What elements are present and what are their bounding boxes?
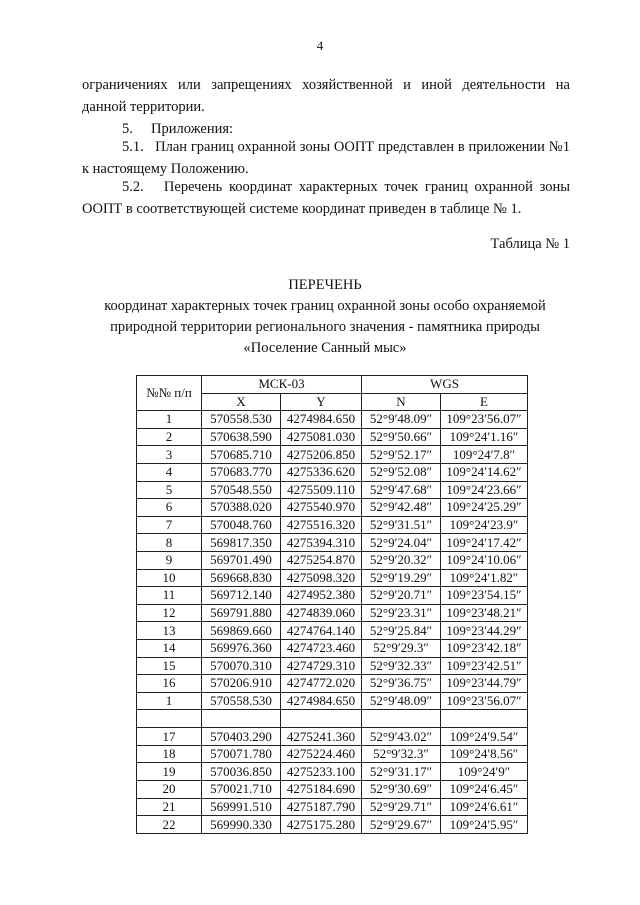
cell-n: 52°9′29.71″: [362, 798, 441, 816]
cell-n: 52°9′20.32″: [362, 551, 441, 569]
cell-y: 4275187.790: [281, 798, 362, 816]
cell-n: 52°9′31.51″: [362, 516, 441, 534]
table-row: [137, 534, 528, 552]
cell-y: 4274723.460: [281, 639, 362, 657]
header-n: N: [362, 393, 441, 411]
cell-n: 52°9′48.09″: [362, 692, 441, 710]
table-row: [137, 728, 528, 746]
cell-n: 52°9′52.17″: [362, 446, 441, 464]
cell-e: 109°24′6.45″: [441, 781, 528, 799]
cell-point-number: 5: [137, 481, 202, 499]
header-e: E: [441, 393, 528, 411]
cell-y: 4274984.650: [281, 692, 362, 710]
cell-x: 570548.550: [202, 481, 281, 499]
header-row-number: №№ п/п: [137, 376, 202, 411]
paragraph-section-5: 5. Приложения:: [122, 121, 234, 137]
cell-n: 52°9′50.66″: [362, 428, 441, 446]
cell-e: 109°24′23.9″: [441, 516, 528, 534]
cell-x: 569791.880: [202, 604, 281, 622]
table-row: [137, 710, 528, 728]
cell-y: 4275509.110: [281, 481, 362, 499]
cell-e: 109°24′8.56″: [441, 745, 528, 763]
cell-y: 4275394.310: [281, 534, 362, 552]
cell-e: 109°24′14.62″: [441, 463, 528, 481]
cell-x: [202, 710, 281, 728]
cell-y: 4275241.360: [281, 728, 362, 746]
cell-n: 52°9′42.48″: [362, 499, 441, 517]
cell-n: 52°9′20.71″: [362, 587, 441, 605]
cell-e: 109°24′1.16″: [441, 428, 528, 446]
cell-e: 109°24′6.61″: [441, 798, 528, 816]
cell-x: 570021.710: [202, 781, 281, 799]
coordinates-table: [136, 375, 528, 834]
cell-e: 109°24′25.29″: [441, 499, 528, 517]
cell-x: 569817.350: [202, 534, 281, 552]
cell-n: 52°9′32.3″: [362, 745, 441, 763]
cell-y: 4275081.030: [281, 428, 362, 446]
cell-y: 4274952.380: [281, 587, 362, 605]
table-row: [137, 763, 528, 781]
header-x: X: [202, 393, 281, 411]
table-row: [137, 551, 528, 569]
table-row: [137, 428, 528, 446]
cell-e: 109°24′5.95″: [441, 816, 528, 834]
cell-n: 52°9′29.67″: [362, 816, 441, 834]
cell-point-number: 2: [137, 428, 202, 446]
cell-n: 52°9′47.68″: [362, 481, 441, 499]
cell-n: 52°9′48.09″: [362, 411, 441, 429]
cell-y: 4275336.620: [281, 463, 362, 481]
cell-y: 4275224.460: [281, 745, 362, 763]
table-row: [137, 446, 528, 464]
table-row: [137, 516, 528, 534]
table-row: [137, 481, 528, 499]
cell-n: 52°9′32.33″: [362, 657, 441, 675]
cell-x: 570685.710: [202, 446, 281, 464]
cell-point-number: 11: [137, 587, 202, 605]
title-line-2: координат характерных точек границ охранной зоны особо охраняемой: [104, 298, 546, 314]
cell-e: 109°24′7.8″: [441, 446, 528, 464]
table-row: [137, 587, 528, 605]
cell-x: 570403.290: [202, 728, 281, 746]
cell-x: 570070.310: [202, 657, 281, 675]
cell-point-number: 1: [137, 411, 202, 429]
cell-e: 109°23′44.29″: [441, 622, 528, 640]
cell-point-number: 12: [137, 604, 202, 622]
cell-point-number: 20: [137, 781, 202, 799]
cell-point-number: 15: [137, 657, 202, 675]
cell-n: 52°9′36.75″: [362, 675, 441, 693]
cell-x: 569712.140: [202, 587, 281, 605]
paragraph-5-2: 5.2. Перечень координат характерных точек границ охранной зоны ООПТ в соответствующей системе координат приведен в таблице № 1.: [82, 179, 574, 217]
cell-x: 570388.020: [202, 499, 281, 517]
cell-x: 569990.330: [202, 816, 281, 834]
cell-e: 109°23′56.07″: [441, 411, 528, 429]
cell-y: [281, 710, 362, 728]
title-heading: ПЕРЕЧЕНЬ: [288, 277, 362, 293]
cell-x: 570206.910: [202, 675, 281, 693]
cell-n: 52°9′52.08″: [362, 463, 441, 481]
cell-point-number: 17: [137, 728, 202, 746]
cell-point-number: 8: [137, 534, 202, 552]
cell-point-number: 19: [137, 763, 202, 781]
cell-x: 570558.530: [202, 411, 281, 429]
cell-y: 4274984.650: [281, 411, 362, 429]
cell-e: 109°23′44.79″: [441, 675, 528, 693]
cell-y: 4275098.320: [281, 569, 362, 587]
cell-y: 4275175.280: [281, 816, 362, 834]
cell-point-number: [137, 710, 202, 728]
cell-x: 570048.760: [202, 516, 281, 534]
table-row: [137, 604, 528, 622]
header-wgs: WGS: [362, 376, 528, 394]
cell-point-number: 22: [137, 816, 202, 834]
cell-point-number: 6: [137, 499, 202, 517]
cell-y: 4274764.140: [281, 622, 362, 640]
cell-point-number: 10: [137, 569, 202, 587]
table-row: [137, 639, 528, 657]
cell-y: 4274729.310: [281, 657, 362, 675]
cell-x: 569991.510: [202, 798, 281, 816]
cell-e: 109°24′1.82″: [441, 569, 528, 587]
cell-x: 569701.490: [202, 551, 281, 569]
table-row: [137, 463, 528, 481]
header-y: Y: [281, 393, 362, 411]
cell-e: 109°23′42.18″: [441, 639, 528, 657]
cell-x: 570036.850: [202, 763, 281, 781]
cell-n: 52°9′23.31″: [362, 604, 441, 622]
cell-e: 109°24′9.54″: [441, 728, 528, 746]
cell-point-number: 21: [137, 798, 202, 816]
cell-point-number: 14: [137, 639, 202, 657]
cell-n: 52°9′25.84″: [362, 622, 441, 640]
cell-e: 109°24′23.66″: [441, 481, 528, 499]
title-line-3: природной территории регионального значения - памятника природы: [110, 319, 540, 335]
cell-e: 109°24′17.42″: [441, 534, 528, 552]
cell-x: 569869.660: [202, 622, 281, 640]
table-row: [137, 657, 528, 675]
cell-x: 570558.530: [202, 692, 281, 710]
cell-point-number: 18: [137, 745, 202, 763]
cell-e: 109°23′48.21″: [441, 604, 528, 622]
cell-point-number: 3: [137, 446, 202, 464]
cell-point-number: 4: [137, 463, 202, 481]
cell-y: 4274839.060: [281, 604, 362, 622]
cell-n: [362, 710, 441, 728]
cell-n: 52°9′19.29″: [362, 569, 441, 587]
cell-y: 4275516.320: [281, 516, 362, 534]
cell-x: 569668.830: [202, 569, 281, 587]
list-title: [60, 275, 590, 359]
paragraph-5-1: 5.1. План границ охранной зоны ООПТ представлен в приложении №1 к настоящему Положению.: [82, 139, 574, 177]
cell-point-number: 1: [137, 692, 202, 710]
page-number: 4: [316, 38, 324, 53]
cell-n: 52°9′29.3″: [362, 639, 441, 657]
cell-y: 4274772.020: [281, 675, 362, 693]
cell-x: 570683.770: [202, 463, 281, 481]
cell-y: 4275206.850: [281, 446, 362, 464]
cell-y: 4275540.970: [281, 499, 362, 517]
cell-n: 52°9′30.69″: [362, 781, 441, 799]
cell-point-number: 13: [137, 622, 202, 640]
cell-x: 570638.590: [202, 428, 281, 446]
cell-x: 570071.780: [202, 745, 281, 763]
cell-x: 569976.360: [202, 639, 281, 657]
cell-e: 109°24′10.06″: [441, 551, 528, 569]
table-caption: Таблица № 1: [490, 236, 570, 252]
cell-point-number: 9: [137, 551, 202, 569]
table-row: [137, 781, 528, 799]
header-msk03: МСК-03: [202, 376, 362, 394]
table-row: [137, 675, 528, 693]
cell-n: 52°9′43.02″: [362, 728, 441, 746]
table-row: [137, 745, 528, 763]
cell-y: 4275233.100: [281, 763, 362, 781]
cell-e: 109°23′54.15″: [441, 587, 528, 605]
cell-n: 52°9′24.04″: [362, 534, 441, 552]
table-row: [137, 816, 528, 834]
table-row: [137, 569, 528, 587]
cell-e: [441, 710, 528, 728]
cell-e: 109°24′9″: [441, 763, 528, 781]
cell-y: 4275184.690: [281, 781, 362, 799]
paragraph-continuation: ограничениях или запрещениях хозяйственной и иной деятельности на данной территории.: [82, 77, 570, 115]
table-row: [137, 499, 528, 517]
table-row: [137, 692, 528, 710]
cell-n: 52°9′31.17″: [362, 763, 441, 781]
cell-y: 4275254.870: [281, 551, 362, 569]
title-line-4: «Поселение Санный мыс»: [243, 340, 407, 356]
table-row: [137, 622, 528, 640]
table-row: [137, 411, 528, 429]
cell-point-number: 16: [137, 675, 202, 693]
cell-e: 109°23′42.51″: [441, 657, 528, 675]
cell-point-number: 7: [137, 516, 202, 534]
cell-e: 109°23′56.07″: [441, 692, 528, 710]
table-row: [137, 798, 528, 816]
